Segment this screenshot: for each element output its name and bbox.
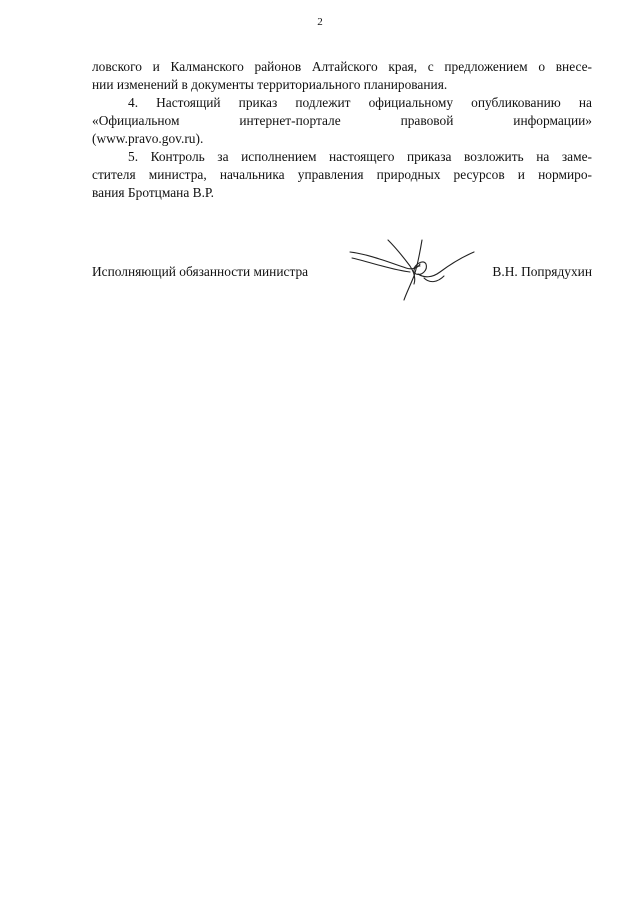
handwritten-signature bbox=[348, 238, 478, 302]
body-line: (www.pravo.gov.ru). bbox=[92, 131, 204, 146]
signature-block bbox=[92, 246, 592, 306]
signer-title: Исполняющий обязанности министра bbox=[92, 264, 309, 279]
body-line: нии изменений в документы территориального планирования. bbox=[92, 77, 448, 92]
body-line: ловского и Калманского районов Алтайского края, с предложением о внесе- bbox=[92, 59, 592, 74]
body-line: 4. Настоящий приказ подлежит официальному опубликованию на bbox=[128, 95, 592, 110]
body-line: «Официальном интернет-портале правовой информации» bbox=[92, 113, 592, 128]
body-line: стителя министра, начальника управления природных ресурсов и нормиро- bbox=[92, 167, 592, 182]
body-line: вания Бротцмана В.Р. bbox=[92, 185, 215, 200]
signer-name: В.Н. Попрядухин bbox=[492, 264, 592, 279]
page-number: 2 bbox=[317, 16, 323, 28]
document-body bbox=[92, 58, 592, 202]
body-line: 5. Контроль за исполнением настоящего приказа возложить на заме- bbox=[128, 149, 592, 164]
